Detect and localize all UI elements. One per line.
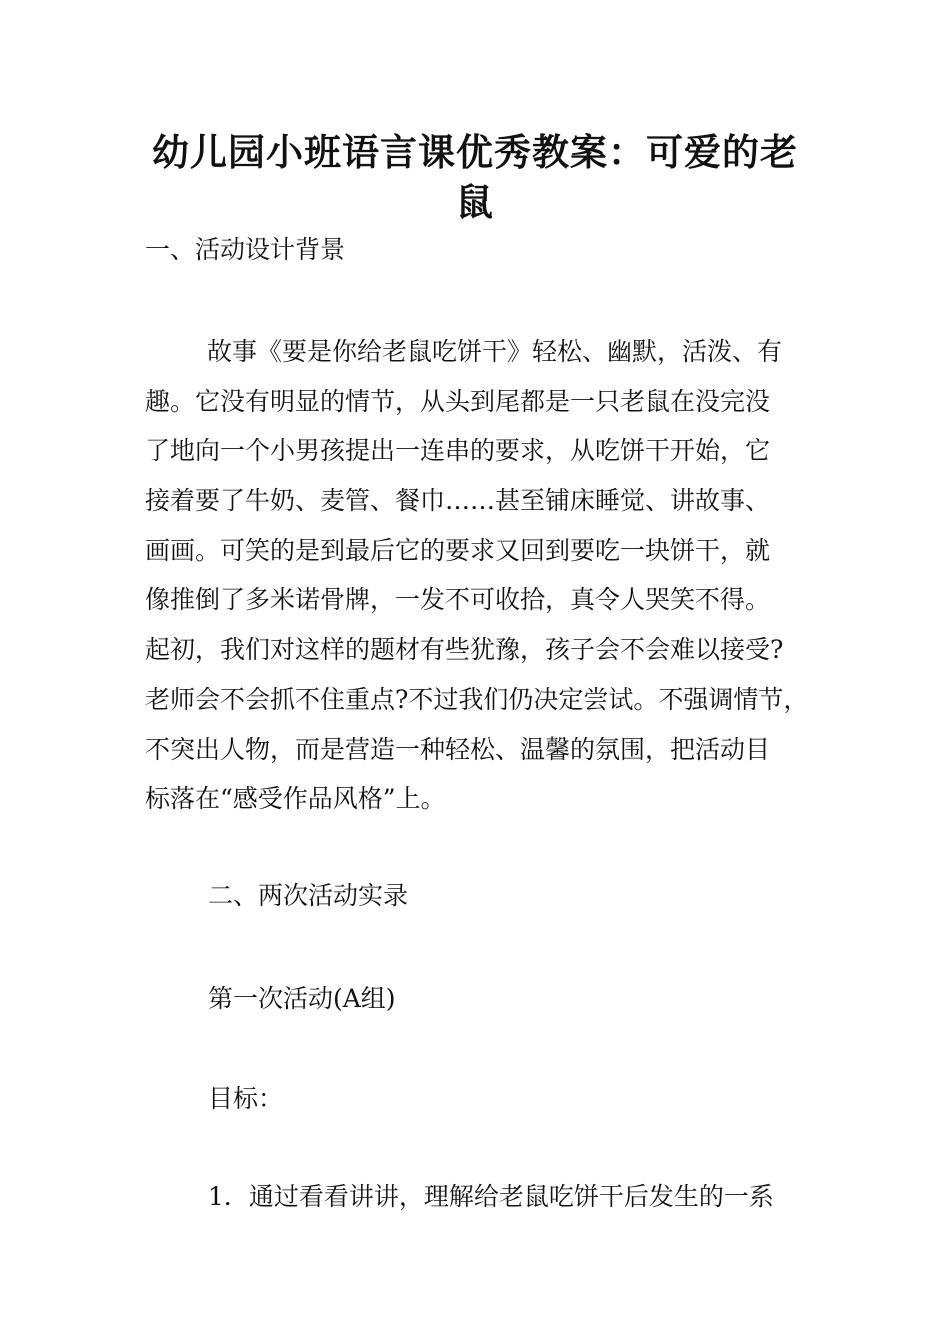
section-heading-background: 一、活动设计背景 bbox=[145, 235, 346, 264]
paragraph-line: 了地向一个小男孩提出一连串的要求，从吃饼干开始，它 bbox=[145, 436, 771, 466]
background-paragraph bbox=[145, 336, 835, 833]
paragraph-line: 不突出人物，而是营造一种轻松、温馨的氛围，把活动目 bbox=[145, 734, 771, 764]
paragraph-line: 故事《要是你给老鼠吃饼干》轻松、幽默，活泼、有 bbox=[207, 337, 783, 366]
paragraph-line: 标落在“感受作品风格”上。 bbox=[145, 784, 446, 814]
paragraph-line: 画画。可笑的是到最后它的要求又回到要吃一块饼干，就 bbox=[145, 535, 771, 565]
goal-label: 目标： bbox=[208, 1084, 284, 1113]
paragraph-line: 接着要了牛奶、麦管、餐巾……甚至铺床睡觉、讲故事、 bbox=[145, 486, 771, 516]
goal-item: 1．通过看看讲讲，理解给老鼠吃饼干后发生的一系 bbox=[208, 1182, 774, 1211]
activity-heading: 第一次活动(A组) bbox=[208, 984, 396, 1013]
document-title: 幼儿园小班语言课优秀教案：可爱的老鼠 bbox=[152, 131, 798, 224]
paragraph-line: 趣。它没有明显的情节，从头到尾都是一只老鼠在没完没 bbox=[145, 386, 771, 416]
paragraph-line: 像推倒了多米诺骨牌，一发不可收拾，真令人哭笑不得。 bbox=[145, 585, 771, 615]
paragraph-line: 起初，我们对这样的题材有些犹豫，孩子会不会难以接受? bbox=[145, 635, 784, 665]
paragraph-line: 老师会不会抓不住重点?不过我们仍决定尝试。不强调情节， bbox=[145, 684, 809, 714]
section-heading-records: 二、两次活动实录 bbox=[208, 881, 409, 910]
